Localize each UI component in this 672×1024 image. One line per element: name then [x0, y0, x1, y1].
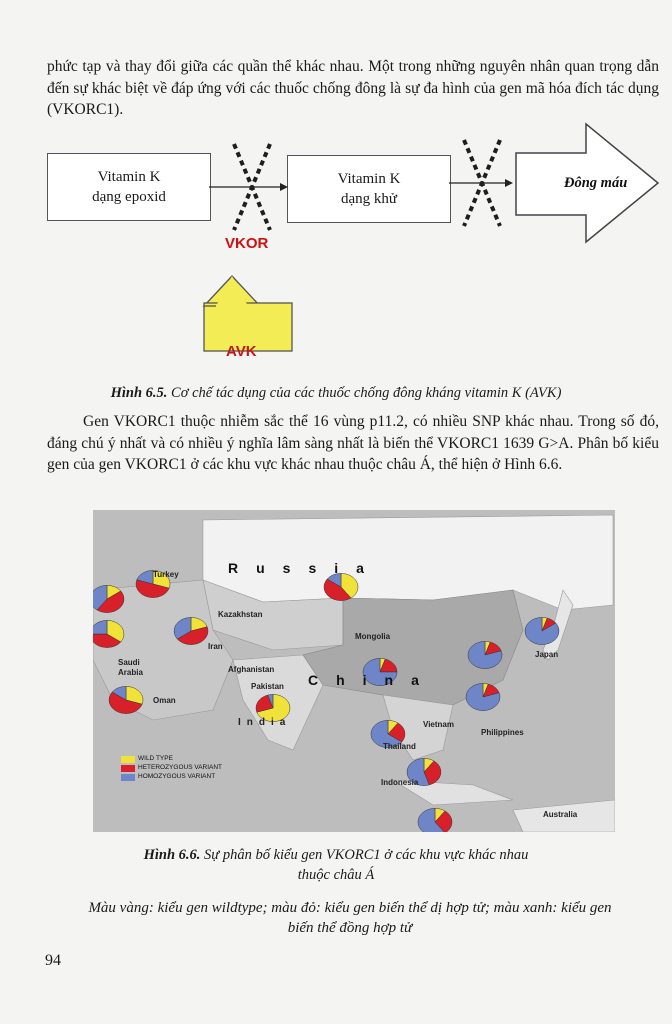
figure-6-5-label: Hình 6.5. — [110, 385, 168, 401]
coagulation-label: Đông máu — [564, 175, 628, 191]
asia-genotype-map — [93, 510, 615, 832]
genotype-pie — [525, 617, 559, 644]
legend-homo-label: HOMOZYGOUS VARIANT — [138, 773, 216, 780]
map-legend — [121, 755, 222, 782]
box2-line2: dạng khử — [340, 191, 398, 207]
color-note-line2: biến thể đồng hợp tử — [287, 920, 413, 936]
figure-6-5-caption — [0, 383, 672, 403]
russia-label: Russia — [228, 560, 382, 576]
arrow-2-head — [505, 179, 513, 187]
map-label-oman: Oman — [153, 696, 176, 705]
genotype-pie — [109, 686, 143, 713]
map-label-philippines: Philippines — [481, 728, 524, 737]
arrow-1-head — [280, 183, 288, 191]
figure-6-5-text: Cơ chế tác dụng của các thuốc chống đông kháng vitamin K (AVK) — [167, 385, 562, 401]
genotype-pie — [418, 808, 452, 832]
legend-hetero-label: HETEROZYGOUS VARIANT — [138, 764, 223, 771]
map-label-iran: Iran — [208, 642, 223, 651]
mechanism-diagram — [40, 118, 670, 386]
diagram-shapes — [40, 118, 670, 386]
legend-wild-swatch — [121, 756, 135, 763]
box2-line1: Vitamin K — [337, 171, 401, 187]
color-note-line1: Màu vàng: kiểu gen wildtype; màu đỏ: kiểu gen biến thể dị hợp tử; màu xanh: kiểu gen — [88, 900, 612, 916]
avk-label: AVK — [226, 343, 257, 360]
map-label-arabia: Arabia — [118, 668, 143, 677]
map-label-australia: Australia — [543, 810, 578, 819]
legend-wild-label: WILD TYPE — [138, 755, 173, 762]
china-label: China — [308, 672, 437, 688]
box1-line1: Vitamin K — [97, 169, 161, 185]
legend-wild — [121, 755, 222, 763]
legend-homo — [121, 773, 222, 781]
figure-6-6-line1: Sự phân bố kiểu gen VKORC1 ở các khu vực khác nhau — [200, 847, 529, 863]
page-number: 94 — [45, 952, 61, 969]
vkorc1-paragraph: Gen VKORC1 thuộc nhiễm sắc thể 16 vùng p11.2, có nhiều SNP khác nhau. Trong số đó, đáng chú ý nhất và có nhiều ý nghĩa lâm sàng nhất là biến thể VKORC1 1639 G>A. Phân bố kiểu gen của gen VKORC1 ở các khu vực khác nhau thuộc châu Á, thể hiện ở Hình 6.6. — [47, 413, 659, 473]
india-label: India — [238, 717, 292, 728]
figure-6-6-line2: thuộc châu Á — [297, 867, 375, 883]
map-label-saudi: Saudi — [118, 658, 140, 667]
legend-hetero — [121, 764, 222, 772]
genotype-pie — [324, 573, 358, 600]
map-label-japan: Japan — [535, 650, 559, 659]
pie-slice — [93, 620, 107, 634]
map-label-mongolia: Mongolia — [355, 632, 391, 641]
intro-paragraph: phức tạp và thay đổi giữa các quần thể khác nhau. Một trong những nguyên nhân quan trọng dẫn đến sự khác biệt về đáp ứng với các thuốc chống đông là sự đa hình của gen mã hóa đích tác dụng (VKORC1). — [47, 58, 659, 118]
genotype-pie — [174, 617, 208, 644]
legend-homo-swatch — [121, 774, 135, 781]
map-label-kazakhstan: Kazakhstan — [218, 610, 263, 619]
legend-hetero-swatch — [121, 765, 135, 772]
figure-6-6-label: Hình 6.6. — [143, 847, 201, 863]
map-label-indonesia: Indonesia — [381, 778, 419, 787]
box1-line2: dạng epoxid — [92, 189, 166, 205]
genotype-pie — [468, 641, 502, 668]
genotype-pie — [93, 620, 124, 647]
map-label-afghanistan: Afghanistan — [228, 665, 275, 674]
map-label-vietnam: Vietnam — [423, 720, 454, 729]
color-note — [40, 898, 660, 938]
genotype-pie — [466, 683, 500, 710]
genotype-pies — [93, 510, 615, 832]
genotype-pie — [93, 585, 124, 612]
map-label-thailand: Thailand — [383, 742, 416, 751]
figure-6-6-caption — [0, 845, 672, 885]
vkor-label: VKOR — [225, 235, 269, 252]
map-label-pakistan: Pakistan — [251, 682, 284, 691]
map-label-turkey: Turkey — [153, 570, 179, 579]
